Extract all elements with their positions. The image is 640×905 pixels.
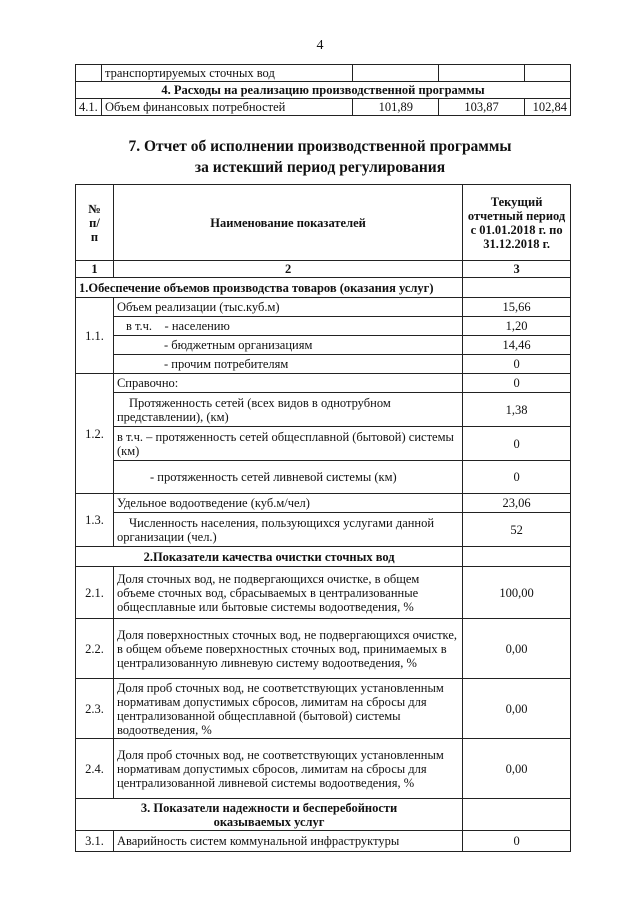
row-label: Аварийность систем коммунальной инфраструктуры — [113, 831, 462, 852]
row-label: - прочим потребителям — [113, 355, 462, 374]
table-row — [76, 278, 571, 298]
table-row — [76, 547, 571, 567]
row41-value-3: 102,84 — [525, 99, 571, 116]
row-label: Доля сточных вод, не подвергающихся очистке, в общем объеме сточных вод, сбрасываемых в централизованные общесплавные или бытовые системы водоотведения, % — [113, 567, 462, 619]
row-value: 52 — [463, 513, 571, 547]
row-value: 100,00 — [463, 567, 571, 619]
table-row — [76, 739, 571, 799]
row-value: 0,00 — [463, 739, 571, 799]
table-row — [76, 513, 571, 547]
row-number: 1.1. — [76, 298, 114, 374]
table-row — [76, 679, 571, 739]
row41-value-2: 103,87 — [439, 99, 525, 116]
table-row — [76, 65, 571, 82]
row-label: Доля проб сточных вод, не соответствующих установленным нормативам допустимых сбросов, лимитам на сбросы для централизованной общесплавной (бытовой) системы водоотведения, % — [113, 679, 462, 739]
col-number-1: 1 — [76, 261, 114, 278]
row-label: Удельное водоотведение (куб.м/чел) — [113, 494, 462, 513]
row-label: в т.ч. - населению — [113, 317, 462, 336]
row-value: 0 — [463, 831, 571, 852]
page-number: 4 — [316, 38, 324, 53]
row-number: 2.2. — [76, 619, 114, 679]
row-number: 2.3. — [76, 679, 114, 739]
section4-title: 4. Расходы на реализацию производственной программы — [76, 82, 571, 99]
row-label: Доля проб сточных вод, не соответствующих установленным нормативам допустимых сбросов, лимитам на сбросы для централизованной ливневой системы водоотведения, % — [113, 739, 462, 799]
table-row — [76, 261, 571, 278]
group1-title: 1.Обеспечение объемов производства товаров (оказания услуг) — [76, 278, 463, 298]
header-period: Текущий отчетный период с 01.01.2018 г. по 31.12.2018 г. — [463, 185, 571, 261]
row-number: 4.1. — [76, 99, 102, 116]
table-row — [76, 427, 571, 461]
table-row — [76, 99, 571, 116]
row-value: 0,00 — [463, 619, 571, 679]
group2-title: 2.Показатели качества очистки сточных вод — [76, 547, 463, 567]
table-row — [76, 355, 571, 374]
row-value: 1,20 — [463, 317, 571, 336]
table-row — [76, 461, 571, 494]
row-number: 2.4. — [76, 739, 114, 799]
row-sewage-label: транспортируемых сточных вод — [101, 65, 352, 82]
top-table — [75, 64, 571, 116]
group3-title: 3. Показатели надежности и бесперебойности оказываемых услуг — [76, 799, 463, 831]
table-row — [76, 831, 571, 852]
table-header-row — [76, 185, 571, 261]
report-table — [75, 184, 571, 852]
row-label: Справочно: — [113, 374, 462, 393]
table-row — [76, 374, 571, 393]
row-number: 1.2. — [76, 374, 114, 494]
table-row — [76, 336, 571, 355]
table-row — [76, 494, 571, 513]
row41-label: Объем финансовых потребностей — [101, 99, 352, 116]
col-number-3: 3 — [463, 261, 571, 278]
section7-title — [0, 136, 640, 178]
row-label: - протяженность сетей ливневой системы (км) — [113, 461, 462, 494]
row-label: - бюджетным организациям — [113, 336, 462, 355]
section7-title-line2: за истекший период регулирования — [194, 159, 446, 176]
row-value: 0 — [463, 427, 571, 461]
row-value: 23,06 — [463, 494, 571, 513]
row-value: 15,66 — [463, 298, 571, 317]
row-number: 1.3. — [76, 494, 114, 547]
table-row — [76, 799, 571, 831]
table-row — [76, 393, 571, 427]
row-value: 0 — [463, 374, 571, 393]
row-value: 0 — [463, 461, 571, 494]
table-row — [76, 298, 571, 317]
table-row — [76, 317, 571, 336]
row-number: 3.1. — [76, 831, 114, 852]
col-number-2: 2 — [113, 261, 462, 278]
row-number: 2.1. — [76, 567, 114, 619]
row-label: Протяженность сетей (всех видов в однотрубном представлении), (км) — [113, 393, 462, 427]
row-label: Объем реализации (тыс.куб.м) — [113, 298, 462, 317]
header-name: Наименование показателей — [113, 185, 462, 261]
row-value: 0,00 — [463, 679, 571, 739]
table-row — [76, 567, 571, 619]
section7-title-line1: 7. Отчет об исполнении производственной программы — [128, 138, 512, 155]
table-row — [76, 82, 571, 99]
row-value: 0 — [463, 355, 571, 374]
row-label: в т.ч. – протяженность сетей общесплавной (бытовой) системы (км) — [113, 427, 462, 461]
row-label: Численность населения, пользующихся услугами данной организации (чел.) — [113, 513, 462, 547]
row-value: 1,38 — [463, 393, 571, 427]
row41-value-1: 101,89 — [353, 99, 439, 116]
table-row — [76, 619, 571, 679]
row-value: 14,46 — [463, 336, 571, 355]
header-num: № п/п — [76, 185, 114, 261]
row-label: Доля поверхностных сточных вод, не подвергающихся очистке, в общем объеме поверхностных сточных вод, принимаемых в централизованную ливневую систему водоотведения, % — [113, 619, 462, 679]
